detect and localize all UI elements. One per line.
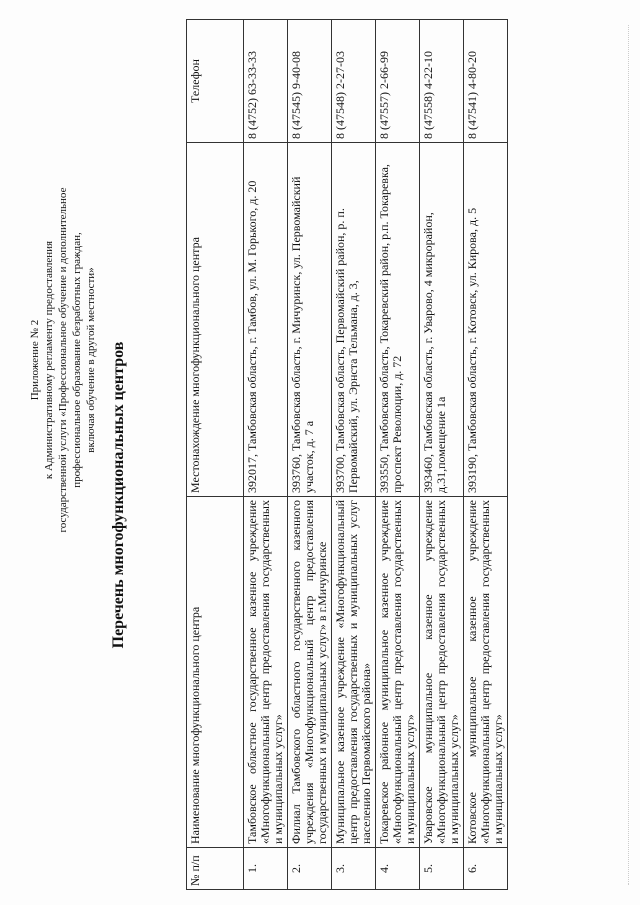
table-row	[376, 20, 420, 890]
cell-phone: 8 (47541) 4-80-20	[464, 20, 508, 143]
cell-name: Уваровское муниципальное казенное учреждение «Многофункциональный центр предоставления государственных и муниципальных услуг»	[420, 497, 464, 848]
cell-name: Токаревское районное муниципальное казенное учреждение «Многофункциональный центр предоставления государственных и муниципальных услуг»	[376, 497, 420, 848]
scan-edge-line	[628, 25, 629, 885]
appendix-line-2: к Административному регламенту предоставления	[43, 240, 55, 480]
page-title: Перечень многофункциональных центров	[110, 341, 127, 649]
table-row	[244, 20, 288, 890]
cell-address: 393190, Тамбовская область, г. Котовск, ул. Кирова, д. 5	[464, 143, 508, 497]
table-row	[420, 20, 464, 890]
cell-num: 5.	[420, 848, 464, 890]
cell-phone: 8 (47558) 4-22-10	[420, 20, 464, 143]
header-num: № п/п	[187, 848, 244, 890]
cell-name: Тамбовское областное государственное казенное учреждение «Многофункциональный центр предоставления государственных и муниципальных услуг»	[244, 497, 288, 848]
cell-num: 1.	[244, 848, 288, 890]
cell-address: 392017, Тамбовская область, г. Тамбов, ул. М. Горького, д. 20	[244, 143, 288, 497]
appendix-line-5: включая обучение в другой местности»	[85, 267, 97, 453]
cell-num: 6.	[464, 848, 508, 890]
mfc-table	[186, 19, 508, 890]
table-row	[332, 20, 376, 890]
cell-address: 393700, Тамбовская область, Первомайский район, р. п. Первомайский, ул. Эрнста Тельмана, д. 3,	[332, 143, 376, 497]
header-phone: Телефон	[187, 20, 244, 143]
cell-address: 393550, Тамбовская область, Токаревский район, р.п. Токаревка, проспект Революции, д. 72	[376, 143, 420, 497]
appendix-header	[28, 15, 98, 705]
cell-phone: 8 (47545) 9-40-08	[288, 20, 332, 143]
header-address: Местонахождение многофункционального центра	[187, 143, 244, 497]
cell-address: 393460, Тамбовская область, г. Уварово, 4 микрорайон, д.31,помещение 1а	[420, 143, 464, 497]
appendix-line-3: государственной услуги «Профессиональное обучение и дополнительное	[57, 187, 69, 533]
appendix-line-4: профессиональное образование безработных граждан,	[71, 232, 83, 488]
cell-phone: 8 (47557) 2-66-99	[376, 20, 420, 143]
cell-phone: 8 (4752) 63-33-33	[244, 20, 288, 143]
table-header-row	[187, 20, 244, 890]
cell-name: Муниципальное казенное учреждение «Многофункциональный центр предоставления государственных и муниципальных услуг населению Первомайского района»	[332, 497, 376, 848]
cell-phone: 8 (47548) 2-27-03	[332, 20, 376, 143]
table-row	[288, 20, 332, 890]
appendix-number: Приложение № 2	[29, 319, 41, 401]
table-row	[464, 20, 508, 890]
cell-name: Филиал Тамбовского областного государственного казенного учреждения «Многофункциональный центр предоставления государственных и муниципальных услуг» в г.Мичуринске	[288, 497, 332, 848]
cell-name: Котовское муниципальное казенное учреждение «Многофункциональный центр предоставления государственных и муниципальных услуг»	[464, 497, 508, 848]
cell-num: 4.	[376, 848, 420, 890]
header-name: Наименование многофункционального центра	[187, 497, 244, 848]
cell-num: 3.	[332, 848, 376, 890]
cell-address: 393760, Тамбовская область, г. Мичуринск, ул. Первомайский участок, д. 7 а	[288, 143, 332, 497]
cell-num: 2.	[288, 848, 332, 890]
